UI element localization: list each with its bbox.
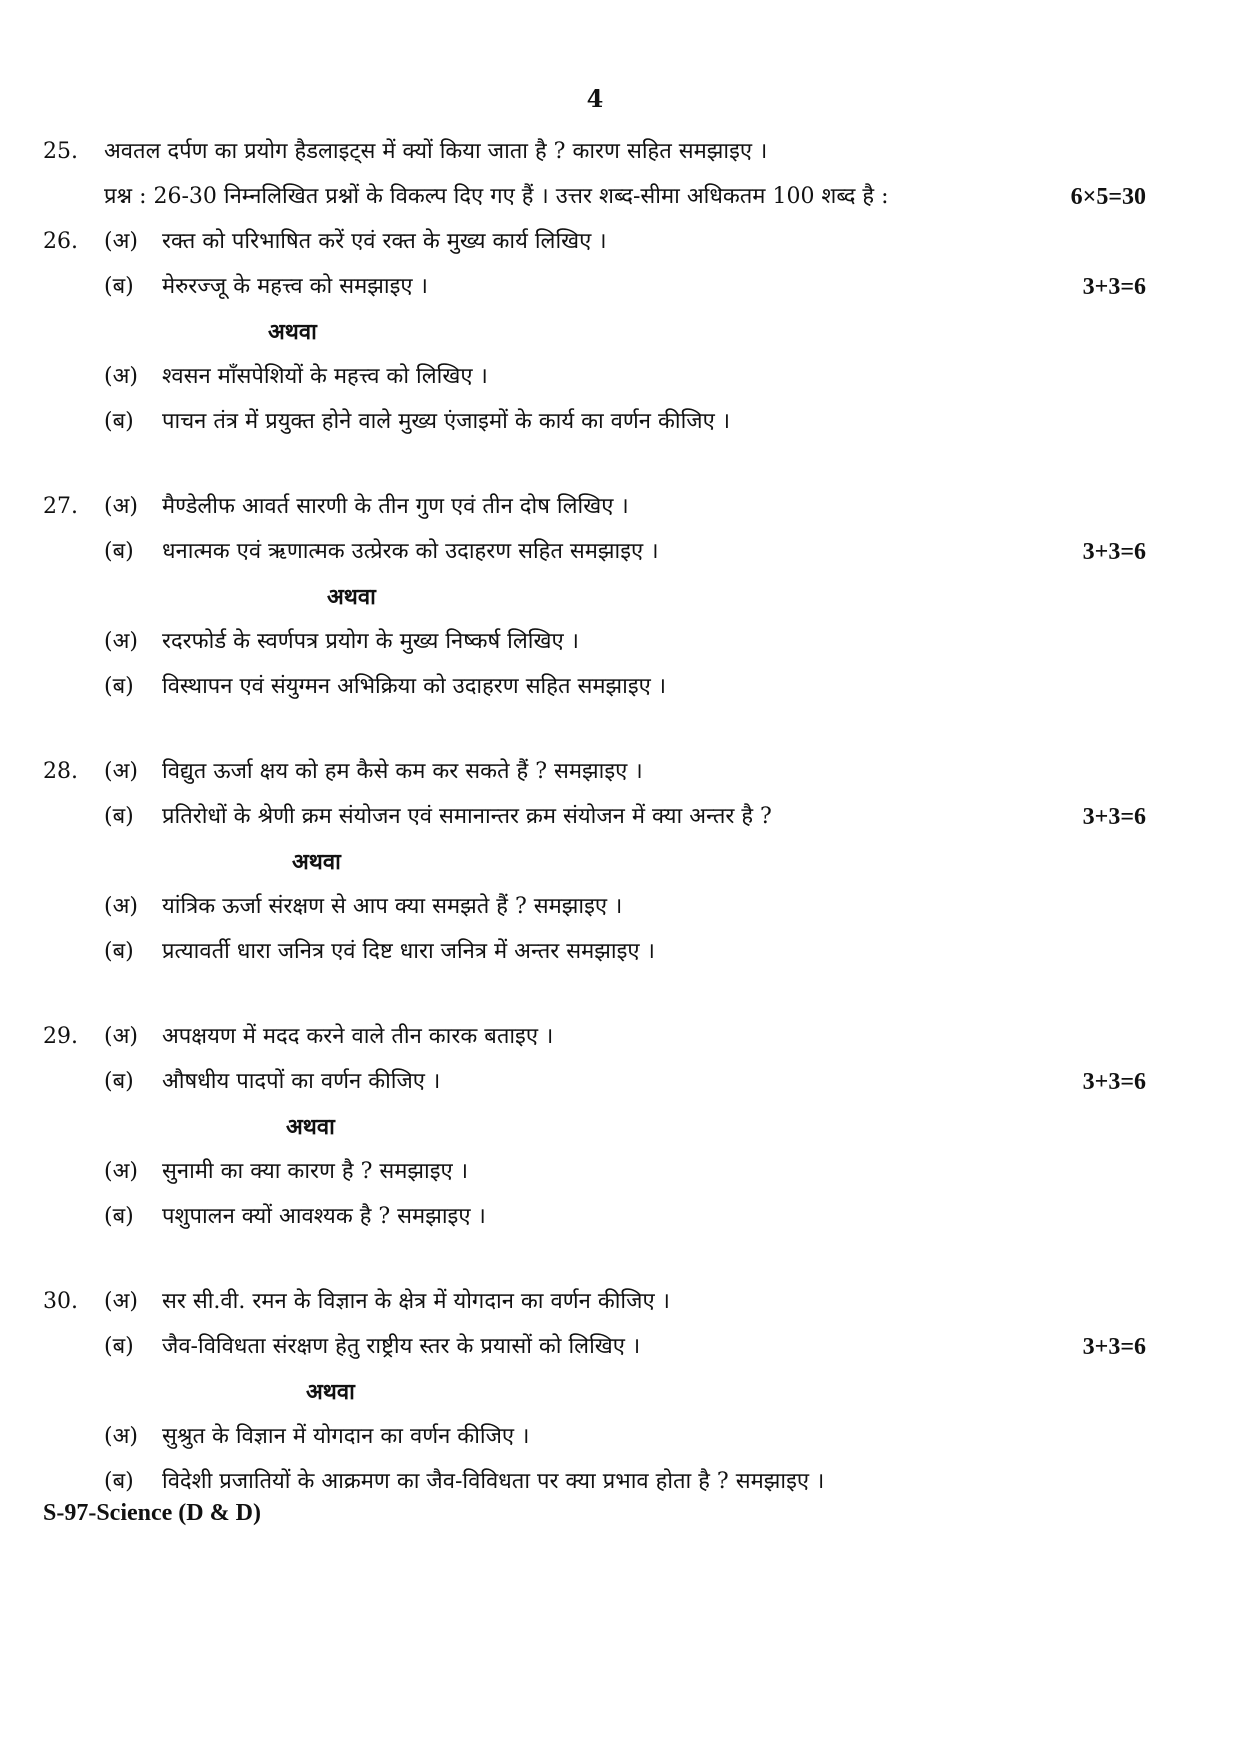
question-30-alt-a: सुश्रुत के विज्ञान में योगदान का वर्णन कीजिए । <box>162 1424 530 1449</box>
option-label: (ब) <box>104 1334 134 1359</box>
question-30-alt-b: विदेशी प्रजातियों के आक्रमण का जैव-विविधता पर क्या प्रभाव होता है ? समझाइए । <box>162 1469 825 1494</box>
option-label: (अ) <box>104 494 138 519</box>
question-26-marks: 3+3=6 <box>1082 274 1146 300</box>
question-28-alt-a: यांत्रिक ऊर्जा संरक्षण से आप क्या समझते हैं ? समझाइए । <box>162 894 623 919</box>
question-26-alt-a: श्वसन माँसपेशियों के महत्त्व को लिखिए । <box>162 364 488 389</box>
option-label: (अ) <box>104 364 138 389</box>
option-label: (ब) <box>104 1204 134 1229</box>
question-28-b: प्रतिरोधों के श्रेणी क्रम संयोजन एवं समानान्तर क्रम संयोजन में क्या अन्तर है ? <box>162 804 772 829</box>
option-label: (अ) <box>104 759 138 784</box>
option-label: (ब) <box>104 804 134 829</box>
question-27-a: मैण्डेलीफ आवर्त सारणी के तीन गुण एवं तीन दोष लिखिए । <box>162 494 629 519</box>
question-number-28: 28. <box>43 759 78 784</box>
question-28-a: विद्युत ऊर्जा क्षय को हम कैसे कम कर सकते हैं ? समझाइए । <box>162 759 643 784</box>
option-label: (ब) <box>104 274 134 299</box>
question-30-a: सर सी.वी. रमन के विज्ञान के क्षेत्र में योगदान का वर्णन कीजिए । <box>162 1289 670 1314</box>
question-number-25: 25. <box>43 139 78 164</box>
question-29-marks: 3+3=6 <box>1082 1069 1146 1095</box>
question-27-marks: 3+3=6 <box>1082 539 1146 565</box>
option-label: (अ) <box>104 1024 138 1049</box>
option-label: (अ) <box>104 229 138 254</box>
paper-code-footer: S-97-Science (D & D) <box>43 1500 261 1526</box>
or-label: अथवा <box>292 849 341 875</box>
question-29-alt-a: सुनामी का क्या कारण है ? समझाइए । <box>162 1159 469 1184</box>
question-26-a: रक्त को परिभाषित करें एवं रक्त के मुख्य कार्य लिखिए । <box>162 229 607 254</box>
question-27-b: धनात्मक एवं ऋणात्मक उत्प्रेरक को उदाहरण सहित समझाइए । <box>162 539 659 564</box>
instruction-text: प्रश्न : 26-30 निम्नलिखित प्रश्नों के विकल्प दिए गए हैं । उत्तर शब्द-सीमा अधिकतम 100 शब्द है : <box>104 184 889 209</box>
question-28-marks: 3+3=6 <box>1082 804 1146 830</box>
question-27-alt-b: विस्थापन एवं संयुग्मन अभिक्रिया को उदाहरण सहित समझाइए । <box>162 674 667 699</box>
option-label: (ब) <box>104 539 134 564</box>
option-label: (ब) <box>104 939 134 964</box>
or-label: अथवा <box>306 1379 355 1405</box>
question-29-alt-b: पशुपालन क्यों आवश्यक है ? समझाइए । <box>162 1204 486 1229</box>
question-30-marks: 3+3=6 <box>1082 1334 1146 1360</box>
question-26-b: मेरुरज्जू के महत्त्व को समझाइए । <box>162 274 428 299</box>
question-number-29: 29. <box>43 1024 78 1049</box>
or-label: अथवा <box>286 1114 335 1140</box>
option-label: (अ) <box>104 1424 138 1449</box>
question-number-27: 27. <box>43 494 78 519</box>
option-label: (ब) <box>104 409 134 434</box>
or-label: अथवा <box>268 319 317 345</box>
question-number-26: 26. <box>43 229 78 254</box>
question-25-text: अवतल दर्पण का प्रयोग हैडलाइट्स में क्यों किया जाता है ? कारण सहित समझाइए । <box>104 139 768 164</box>
or-label: अथवा <box>327 584 376 610</box>
question-29-b: औषधीय पादपों का वर्णन कीजिए । <box>162 1069 441 1094</box>
page-number: 4 <box>586 84 604 113</box>
question-29-a: अपक्षयण में मदद करने वाले तीन कारक बताइए । <box>162 1024 554 1049</box>
question-28-alt-b: प्रत्यावर्ती धारा जनित्र एवं दिष्ट धारा जनित्र में अन्तर समझाइए । <box>162 939 655 964</box>
total-marks: 6×5=30 <box>1070 184 1146 210</box>
question-26-alt-b: पाचन तंत्र में प्रयुक्त होने वाले मुख्य एंजाइमों के कार्य का वर्णन कीजिए । <box>162 409 731 434</box>
question-27-alt-a: रदरफोर्ड के स्वर्णपत्र प्रयोग के मुख्य निष्कर्ष लिखिए । <box>162 629 579 654</box>
option-label: (अ) <box>104 1289 138 1314</box>
option-label: (ब) <box>104 674 134 699</box>
option-label: (ब) <box>104 1069 134 1094</box>
option-label: (अ) <box>104 1159 138 1184</box>
question-30-b: जैव-विविधता संरक्षण हेतु राष्ट्रीय स्तर के प्रयासों को लिखिए । <box>162 1334 641 1359</box>
option-label: (अ) <box>104 894 138 919</box>
question-number-30: 30. <box>43 1289 78 1314</box>
option-label: (ब) <box>104 1469 134 1494</box>
option-label: (अ) <box>104 629 138 654</box>
